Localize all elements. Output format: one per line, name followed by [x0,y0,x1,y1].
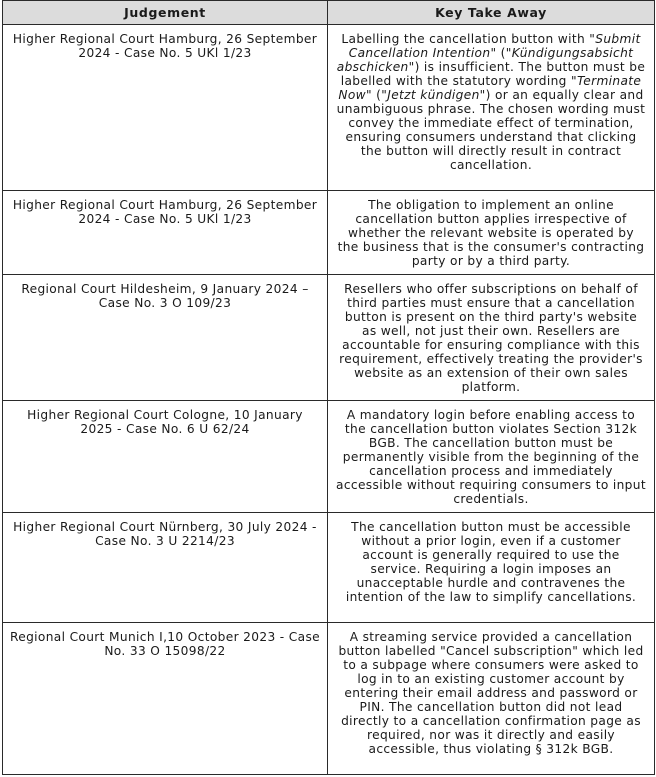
judgement-cell: Regional Court Munich I,10 October 2023 - Case No. 33 O 15098/22 [3,623,328,775]
takeaway-cell: A mandatory login before enabling access to the cancellation button violates Section 312k BGB. The cancellation button must be permanently visible from the beginning of the cancellation process and immediately accessible without requiring consumers to input credentials. [328,401,655,513]
header-judgement: Judgement [3,1,328,25]
takeaway-text: " (" [490,46,512,60]
judgement-cell: Higher Regional Court Cologne, 10 January 2025 - Case No. 6 U 62/24 [3,401,328,513]
judgement-cell: Higher Regional Court Nürnberg, 30 July 2024 - Case No. 3 U 2214/23 [3,513,328,623]
takeaway-cell: A streaming service provided a cancellation button labelled "Cancel subscription" which led to a subpage where consumers were asked to log in to an existing customer account by entering their email address and password or PIN. The cancellation button did not lead directly to a cancellation confirmation page as required, nor was it directly and easily accessible, thus violating § 312k BGB. [328,623,655,775]
table-row [3,25,655,191]
judgement-cell: Regional Court Hildesheim, 9 January 2024 – Case No. 3 O 109/23 [3,275,328,401]
takeaway-cell: The cancellation button must be accessible without a prior login, even if a customer account is generally required to use the service. Requiring a login imposes an unacceptable hurdle and contravenes the intention of the law to simplify cancellations. [328,513,655,623]
takeaway-cell [328,25,655,191]
takeaway-italic-phrase: Submit Cancellation Intention [348,32,641,60]
table-row [3,623,655,775]
table-row [3,191,655,275]
takeaway-text: ") is insufficient. The button must be labelled with the statutory wording " [340,60,646,88]
takeaway-text: Labelling the cancellation button with " [341,32,596,46]
takeaway-italic-phrase: Kündigungsabsicht abschicken [336,46,634,74]
takeaway-cell: Resellers who offer subscriptions on behalf of third parties must ensure that a cancellation button is present on the third party's website as well, not just their own. Resellers are accountable for ensuring compliance with this requirement, effectively treating the provider's website as an extension of their own sales platform. [328,275,655,401]
takeaway-cell: The obligation to implement an online cancellation button applies irrespective of whether the relevant website is operated by the business that is the consumer's contracting party or by a third party. [328,191,655,275]
judgement-cell: Higher Regional Court Hamburg, 26 September 2024 - Case No. 5 UKl 1/23 [3,191,328,275]
takeaway-italic-phrase: Terminate Now [338,74,642,102]
takeaway-text: " (" [366,88,388,102]
table-row [3,275,655,401]
header-key-take-away: Key Take Away [328,1,655,25]
table-header-row [3,1,655,25]
judgements-table [2,0,655,775]
table-row [3,513,655,623]
judgement-cell: Higher Regional Court Hamburg, 26 September 2024 - Case No. 5 UKl 1/23 [3,25,328,191]
takeaway-italic-phrase: Jetzt kündigen [387,88,480,102]
takeaway-text: ") or an equally clear and unambiguous phrase. The chosen wording must convey the immediate effect of termination, ensuring consumers understand that clicking the button will directly result in contract cancellation. [336,88,646,172]
table-row [3,401,655,513]
